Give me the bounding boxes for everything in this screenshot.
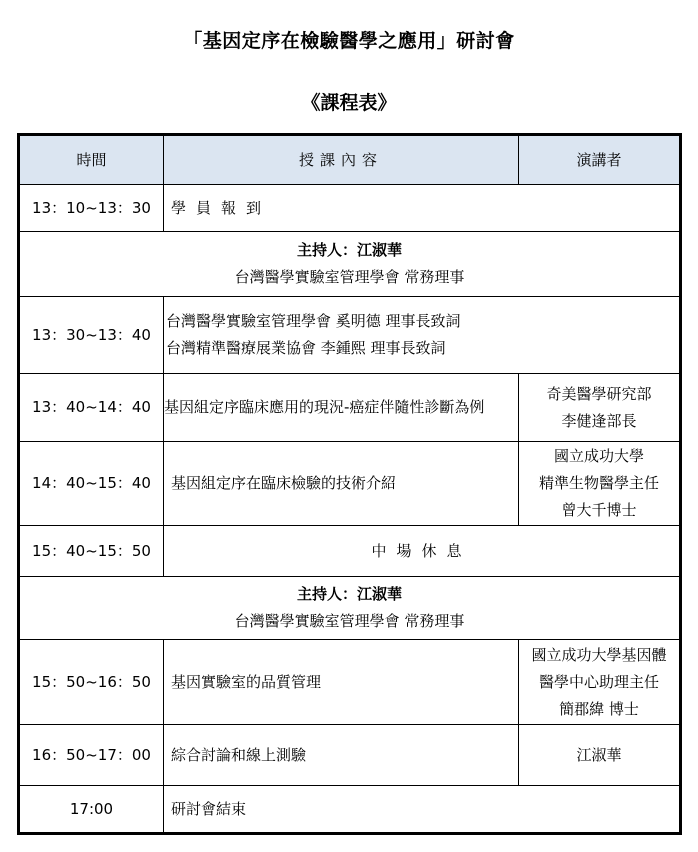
row-time: 13：30~13：40 [19,297,164,374]
row-time: 13：10~13：30 [19,185,164,232]
row-time: 15：50~16：50 [19,640,164,725]
row-content: 基因實驗室的品質管理 [164,640,519,725]
row-time: 17:00 [19,786,164,834]
row-content: 學員報到 [164,185,681,232]
table-row [19,786,681,834]
row-content-line: 台灣醫學實驗室管理學會 奚明德 理事長致詞 [166,312,461,330]
table-row [19,725,681,786]
speaker-line: 李健逢部長 [561,411,637,430]
speaker-line: 國立成功大學基因體 [531,645,667,664]
row-time: 16：50~17：00 [19,725,164,786]
host-title: 台灣醫學實驗室管理學會 常務理事 [234,268,465,286]
table-row [19,442,681,526]
header-content: 授課內容 [164,135,519,185]
table-row [19,526,681,577]
speaker-line: 奇美醫學研究部 [546,384,652,403]
header-time: 時間 [19,135,164,185]
schedule-table [17,133,682,835]
row-content: 基因組定序在臨床檢驗的技術介紹 [164,442,519,526]
host-name: 主持人：江淑華 [296,241,402,259]
speaker-line: 國立成功大學 [553,447,644,465]
row-content: 綜合討論和線上測驗 [164,725,519,786]
table-row [19,374,681,442]
host-row [19,232,681,297]
speaker-line: 醫學中心助理主任 [538,672,659,691]
speaker-line: 曾大千博士 [561,501,637,519]
speaker-line: 精準生物醫學主任 [538,474,659,492]
row-time: 13：40~14：40 [19,374,164,442]
row-content-line: 台灣精準醫療展業協會 李鍾熙 理事長致詞 [166,339,446,357]
host-title: 台灣醫學實驗室管理學會 常務理事 [234,612,465,630]
page-subtitle: 《課程表》 [301,92,397,114]
host-name: 主持人：江淑華 [296,585,402,603]
row-content: 研討會結束 [164,786,681,834]
header-speaker: 演講者 [519,135,681,185]
speaker-line: 江淑華 [576,745,622,764]
table-row [19,297,681,374]
row-time: 15：40~15：50 [19,526,164,577]
row-time: 14：40~15：40 [19,442,164,526]
row-content: 中場休息 [164,526,681,577]
page-title: 「基因定序在檢驗醫學之應用」研討會 [183,30,515,52]
table-header-row [19,135,681,185]
host-row [19,577,681,640]
table-row [19,640,681,725]
table-row [19,185,681,232]
speaker-line: 簡郡緯 博士 [559,699,639,718]
row-content: 基因組定序臨床應用的現況-癌症伴隨性診斷為例 [164,374,519,442]
